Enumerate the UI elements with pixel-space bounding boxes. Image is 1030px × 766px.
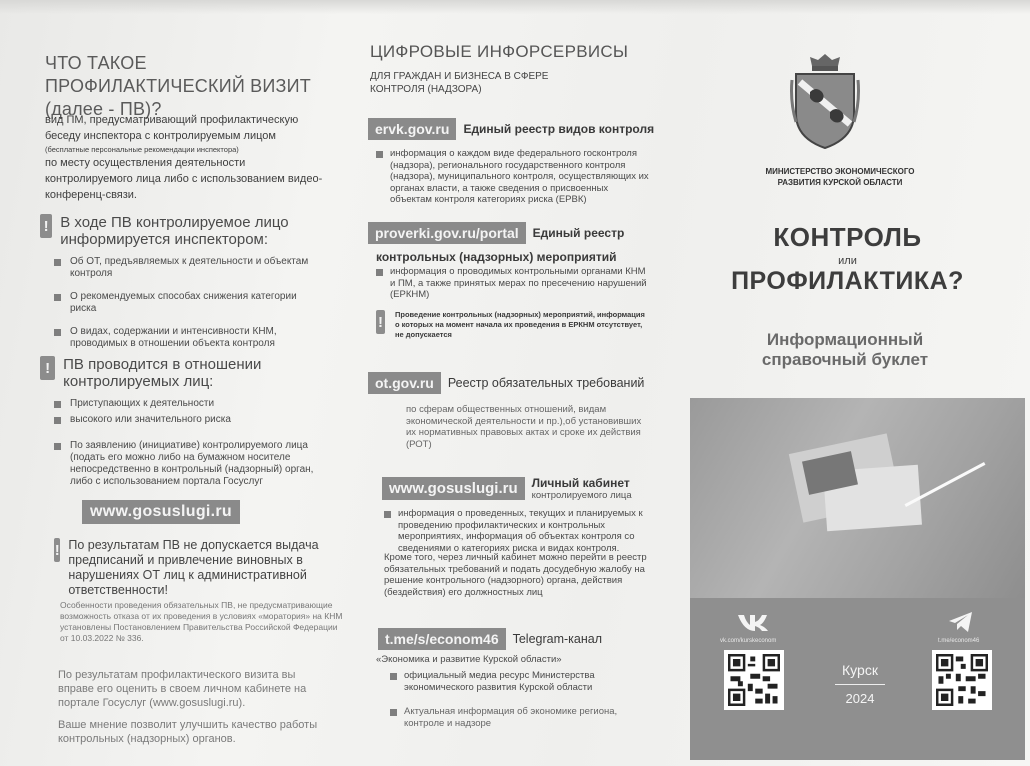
ministry-name: МИНИСТЕРСТВО ЭКОНОМИЧЕСКОГО РАЗВИТИЯ КУРСКОЙ ОБЛАСТИ xyxy=(765,167,915,187)
ervk-link[interactable]: ervk.gov.ru xyxy=(368,118,456,140)
cover-title-prevention: ПРОФИЛАКТИКА? xyxy=(731,267,964,295)
telegram-channel: «Экономика и развитие Курской области» xyxy=(376,654,562,665)
cover-title-control: КОНТРОЛЬ xyxy=(773,222,922,252)
pv-definition-b: по месту осуществления деятельности контролируемого лица либо с использованием видео-конференц-связи. xyxy=(45,157,323,201)
section-subjects-title: ПВ проводится в отношении контролируемых лиц: xyxy=(63,356,262,390)
service-telegram xyxy=(378,628,602,650)
gosuslugi-link-button[interactable]: www.gosuslugi.ru xyxy=(82,500,240,524)
pv-definition-small: (бесплатные персональные рекомендации инспектора) xyxy=(45,145,239,154)
telegram-item: официальный медиа ресурс Министерства экономического развития Курской области xyxy=(390,670,660,693)
kursk-coat-of-arms-icon xyxy=(790,52,860,150)
pv-definition-a: вид ПМ, предусматривающий профилактическую беседу инспектора с контролируемым лицом xyxy=(45,114,299,142)
gosuslugi-name-b: контролируемого лица xyxy=(531,490,632,501)
list-item: О рекомендуемых способах снижения категории риска xyxy=(54,291,319,315)
telegram-qr-code[interactable] xyxy=(932,650,992,710)
services-subtitle: ДЛЯ ГРАЖДАН И БИЗНЕСА В СФЕРЕ КОНТРОЛЯ (НАДЗОРА) xyxy=(370,71,549,95)
city-name: Курск xyxy=(842,662,878,678)
section-subjects-heading xyxy=(40,356,330,390)
telegram-link[interactable]: t.me/s/econom46 xyxy=(378,628,506,650)
services-title: ЦИФРОВЫЕ ИНФОРСЕРВИСЫ xyxy=(370,42,629,61)
exclamation-icon: ! xyxy=(376,310,385,334)
divider xyxy=(835,684,885,685)
proverki-name-b: контрольных (надзорных) мероприятий xyxy=(376,250,617,264)
vk-icon[interactable] xyxy=(736,612,770,632)
moratorium-note: Особенности проведения обязательных ПВ, не предусматривающие возможность отказа от их проведения в условиях «моратория» на КНМ установлены Постановлением Правительства Российской Федерации от 10.03.2022 № 336. xyxy=(60,600,343,643)
telegram-name: Telegram-канал xyxy=(512,632,603,646)
gosuslugi-text: информация о проведенных, текущих и планируемых к проведению профилактических и контрольных мероприятиях, информация об объектах контроля со сведениями о категориях риска и видах контроля. xyxy=(384,508,654,554)
list-item: Об ОТ, предъявляемых к деятельности и объектам контроля xyxy=(54,256,319,280)
telegram-footer-link[interactable]: t.me/econom46 xyxy=(938,638,980,644)
list-item: По заявлению (инициативе) контролируемого лица (подать его можно либо на бумажном носителе непосредственно в контрольный (надзорный) орган, либо с использованием портала Госуслуг xyxy=(54,440,334,488)
booklet-subtitle: Информационный справочный буклет xyxy=(761,330,929,369)
proverki-warning: Проведение контрольных (надзорных) мероприятий, информация о которых на момент начала их проведения в ЕРКНМ отсутствует, не допускается xyxy=(394,310,645,339)
ot-name: Реестр обязательных требований xyxy=(447,376,645,390)
gosuslugi-extra: Кроме того, через личный кабинет можно перейти в реестр обязательных требований и подать досудебную жалобу на решение контрольного (надзорного) органа, действия (бездействия) его должностных лиц xyxy=(384,552,647,598)
service-ot xyxy=(368,372,644,394)
vk-qr-code[interactable] xyxy=(724,650,784,710)
city-year-block xyxy=(815,662,905,706)
proverki-link[interactable]: proverki.gov.ru/portal xyxy=(368,222,526,244)
evaluate-text: По результатам профилактического визита вы вправе его оценить в своем личном кабинете на портале Госуслуг (www.gosuslugi.ru). xyxy=(58,669,307,709)
subjects-list xyxy=(54,398,334,499)
service-gosuslugi xyxy=(382,476,632,501)
section-inform-heading xyxy=(40,214,330,248)
list-item: Приступающих к деятельности xyxy=(54,398,334,410)
service-proverki xyxy=(368,222,624,244)
gosuslugi-name-a: Личный кабинет xyxy=(531,476,630,490)
qr-code-icon xyxy=(936,654,988,706)
ervk-text: информация о каждом виде федерального госконтроля (надзора), регионального государственного контроля (надзора), муниципального контроля, осуществляющих их органах власти, а также сведения о присвоенных объектам контроля категориях риска (ЕРВК) xyxy=(376,148,651,206)
inform-list xyxy=(54,256,319,361)
qr-code-icon xyxy=(728,654,780,706)
pv-title: ЧТО ТАКОЕ ПРОФИЛАКТИЧЕСКИЙ ВИЗИТ (далее - ПВ)? xyxy=(45,53,311,119)
ot-text: по сферам общественных отношений, видам экономической деятельности и пр.),об установивших их нормативных правовых актах и сроке их действия (РОТ) xyxy=(406,404,642,450)
column-profilactic-visit xyxy=(40,0,345,766)
warning-text: По результатам ПВ не допускается выдача предписаний и привлечение виновных в нарушениях ОТ лиц к административной ответственности! xyxy=(68,538,319,597)
service-ervk xyxy=(368,118,654,140)
section-inform-title: В ходе ПВ контролируемое лицо информируется инспектором: xyxy=(60,214,289,248)
exclamation-icon: ! xyxy=(54,538,60,562)
proverki-text: информация о проводимых контрольными органами КНМ и ПМ, а также принятых мерах по пресечению нарушений (ЕРКНМ) xyxy=(376,266,651,301)
list-item: О видах, содержании и интенсивности КНМ, проводимых в отношении объекта контроля xyxy=(54,326,319,350)
telegram-item: Актуальная информация об экономике региона, контроле и надзоре xyxy=(390,706,660,729)
telegram-icon[interactable] xyxy=(948,610,974,634)
cover-title-or: или xyxy=(838,255,857,267)
ervk-name: Единый реестр видов контроля xyxy=(463,122,655,136)
cover-photo xyxy=(690,398,1025,598)
gosuslugi-link[interactable]: www.gosuslugi.ru xyxy=(382,477,525,500)
cover-footer xyxy=(690,598,1025,760)
proverki-warning-block xyxy=(376,310,646,340)
opinion-text: Ваше мнение позволит улучшить качество работы контрольных (надзорных) органов. xyxy=(58,719,318,745)
warning-block xyxy=(54,538,334,598)
column-digital-services xyxy=(362,0,662,766)
cover-title xyxy=(700,222,995,296)
list-item: высокого или значительного риска xyxy=(54,414,334,426)
column-cover xyxy=(680,0,1030,766)
vk-link[interactable]: vk.com/kurskeconom xyxy=(720,638,777,644)
proverki-name-a: Единый реестр xyxy=(532,226,625,240)
year: 2024 xyxy=(845,691,875,706)
exclamation-icon: ! xyxy=(40,214,52,238)
pv-definition xyxy=(45,112,330,203)
ot-link[interactable]: ot.gov.ru xyxy=(368,372,441,394)
exclamation-icon: ! xyxy=(40,356,55,380)
gosuslugi-name xyxy=(532,476,632,501)
